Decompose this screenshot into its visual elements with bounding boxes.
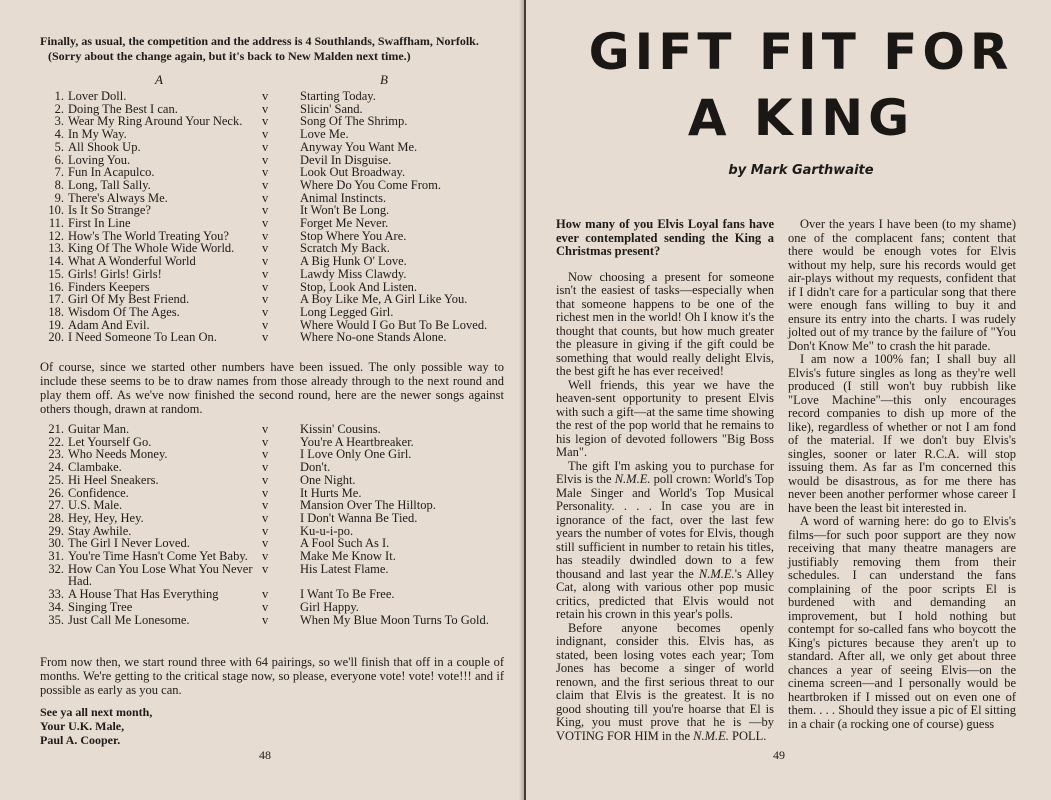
song-a: In My Way. bbox=[68, 127, 127, 142]
text-run: POLL. bbox=[728, 728, 767, 743]
versus-mark: v bbox=[262, 536, 269, 551]
versus-mark: v bbox=[262, 460, 269, 475]
song-a: A House That Has Everything bbox=[68, 587, 219, 602]
pairing-number: 25. bbox=[48, 472, 64, 487]
song-a: How Can You Lose What You Never Had. bbox=[68, 561, 253, 589]
pairing-number: 15. bbox=[48, 266, 64, 281]
song-a: First In Line bbox=[68, 216, 131, 231]
article-byline: by Mark Garthwaite bbox=[728, 163, 874, 178]
intro-line-2: (Sorry about the change again, but it's back to New Malden next time.) bbox=[48, 49, 411, 63]
song-a: Fun In Acapulco. bbox=[68, 165, 155, 180]
pairing-number: 28. bbox=[48, 510, 64, 525]
song-a: How's The World Treating You? bbox=[68, 228, 229, 243]
song-a: Just Call Me Lonesome. bbox=[68, 612, 190, 627]
text-run: Before anyone becomes openly indignant, consider this. Elvis has, as stated, been losing votes each year; Tom Jones has become a singer of world renown, and the first serious threat to our claim that Elvis is the greatest. It is no good shouting till you're hoarse that El is King, you must prove that he is —by VOTING FOR HIM in the bbox=[556, 620, 774, 743]
pairing-row bbox=[40, 474, 510, 487]
song-a: Let Yourself Go. bbox=[68, 434, 152, 449]
song-b: Lawdy Miss Clawdy. bbox=[300, 266, 407, 281]
nme-italic: N.M.E. bbox=[614, 472, 651, 486]
pairing-number: 29. bbox=[48, 523, 64, 538]
article-lead: How many of you Elvis Loyal fans have ever contemplated sending the King a Christmas present? bbox=[556, 217, 774, 258]
song-b: One Night. bbox=[300, 472, 356, 487]
song-b: Song Of The Shrimp. bbox=[300, 114, 408, 129]
song-b: I Love Only One Girl. bbox=[300, 447, 412, 462]
pairing-row bbox=[40, 601, 510, 614]
song-a: Girls! Girls! Girls! bbox=[68, 266, 162, 281]
versus-mark: v bbox=[262, 599, 269, 614]
pairing-row bbox=[40, 588, 510, 601]
pairing-number: 32. bbox=[48, 561, 64, 576]
song-b: Where Would I Go But To Be Loved. bbox=[300, 317, 488, 332]
song-b: I Don't Wanna Be Tied. bbox=[300, 510, 418, 525]
song-b: Ku-u-i-po. bbox=[300, 523, 354, 538]
versus-mark: v bbox=[262, 447, 269, 462]
versus-mark: v bbox=[262, 292, 269, 307]
pairing-number: 8. bbox=[54, 177, 64, 192]
versus-mark: v bbox=[262, 254, 269, 269]
song-a: King Of The Whole Wide World. bbox=[68, 241, 235, 256]
pairing-number: 12. bbox=[48, 228, 64, 243]
song-a: Guitar Man. bbox=[68, 422, 130, 436]
closing-paragraph: From now then, we start round three with 64 pairings, so we'll finish that off in a couple of months. We're getting to the critical stage now, so please, everyone vote! vote! vote!!! and if possible as early as you can. bbox=[40, 655, 504, 697]
song-b: Mansion Over The Hilltop. bbox=[300, 498, 436, 513]
song-b: Stop, Look And Listen. bbox=[300, 279, 418, 294]
song-a: Adam And Evil. bbox=[68, 317, 150, 332]
text-run: The gift I'm asking you to purchase for Elvis is the bbox=[556, 458, 774, 486]
pairing-row bbox=[40, 217, 510, 230]
versus-mark: v bbox=[262, 523, 269, 538]
song-a: Singing Tree bbox=[68, 599, 133, 614]
versus-mark: v bbox=[262, 434, 269, 449]
versus-mark: v bbox=[262, 498, 269, 513]
pairing-row bbox=[40, 306, 510, 319]
versus-mark: v bbox=[262, 114, 269, 129]
right-page bbox=[526, 0, 1051, 800]
pairing-row bbox=[40, 268, 510, 281]
song-a: What A Wonderful World bbox=[68, 254, 196, 269]
pairing-row bbox=[40, 90, 510, 103]
song-a: Clambake. bbox=[68, 460, 122, 475]
pairing-number: 27. bbox=[48, 498, 64, 513]
song-a: Is It So Strange? bbox=[68, 203, 151, 218]
versus-mark: v bbox=[262, 152, 269, 167]
versus-mark: v bbox=[262, 472, 269, 487]
versus-mark: v bbox=[262, 612, 269, 627]
song-a: Finders Keepers bbox=[68, 279, 150, 294]
song-b: His Latest Flame. bbox=[300, 561, 389, 576]
pairing-number: 13. bbox=[48, 241, 64, 256]
song-b: A Big Hunk O' Love. bbox=[300, 254, 407, 269]
song-a: Hi Heel Sneakers. bbox=[68, 472, 159, 487]
song-a: Wear My Ring Around Your Neck. bbox=[68, 114, 243, 129]
versus-mark: v bbox=[262, 228, 269, 243]
versus-mark: v bbox=[262, 266, 269, 281]
versus-mark: v bbox=[262, 330, 269, 345]
article-paragraph bbox=[556, 622, 774, 744]
article-title-line-1: GIFT FIT FOR bbox=[588, 23, 1014, 81]
pairing-number: 26. bbox=[48, 485, 64, 500]
pairing-row bbox=[40, 141, 510, 154]
pairing-number: 7. bbox=[54, 165, 64, 180]
pairing-number: 1. bbox=[54, 89, 64, 103]
article-paragraph: Over the years I have been (to my shame) one of the complacent fans; content that there would be enough votes for Elvis without my help, sure his records would get air-plays without my requests, confident that if I didn't care for a particular song that there were enough fans willing to buy it and ensure its entry into the charts. I was rudely jolted out of my trance by the failure of "You Don't Know Me" to crash the hit parade. bbox=[788, 217, 1016, 353]
versus-mark: v bbox=[262, 241, 269, 256]
song-b: You're A Heartbreaker. bbox=[300, 434, 414, 449]
page-number-right: 49 bbox=[773, 748, 785, 762]
pairing-row bbox=[40, 563, 510, 588]
pairing-row bbox=[40, 614, 510, 627]
pairing-number: 14. bbox=[48, 254, 64, 269]
song-a: Who Needs Money. bbox=[68, 447, 168, 462]
versus-mark: v bbox=[262, 190, 269, 205]
versus-mark: v bbox=[262, 101, 269, 116]
versus-mark: v bbox=[262, 279, 269, 294]
text-run: 's Alley Cat, along with various other pop music critics, predicted that Elvis would not retain his crown in this year's polls. bbox=[556, 566, 775, 621]
signoff-line: Your U.K. Male, bbox=[40, 719, 125, 733]
versus-mark: v bbox=[262, 485, 269, 500]
versus-mark: v bbox=[262, 549, 269, 564]
song-a: Girl Of My Best Friend. bbox=[68, 292, 190, 307]
pairing-number: 19. bbox=[48, 317, 64, 332]
pairing-row bbox=[40, 128, 510, 141]
song-a: You're Time Hasn't Come Yet Baby. bbox=[68, 549, 248, 564]
versus-mark: v bbox=[262, 89, 269, 103]
versus-mark: v bbox=[262, 587, 269, 602]
pairing-number: 6. bbox=[54, 152, 64, 167]
versus-mark: v bbox=[262, 422, 269, 436]
round-two-pairings bbox=[40, 90, 510, 344]
pairing-row bbox=[40, 179, 510, 192]
pairing-number: 5. bbox=[54, 139, 64, 154]
pairing-number: 16. bbox=[48, 279, 64, 294]
pairing-number: 10. bbox=[48, 203, 64, 218]
song-b: Anyway You Want Me. bbox=[300, 139, 418, 154]
versus-mark: v bbox=[262, 203, 269, 218]
versus-mark: v bbox=[262, 510, 269, 525]
song-b: Girl Happy. bbox=[300, 599, 359, 614]
song-a: Doing The Best I can. bbox=[68, 101, 178, 116]
versus-mark: v bbox=[262, 127, 269, 142]
song-a: Loving You. bbox=[68, 152, 131, 167]
pairing-number: 3. bbox=[54, 114, 64, 129]
versus-mark: v bbox=[262, 304, 269, 319]
song-a: There's Always Me. bbox=[68, 190, 168, 205]
song-b: Where Do You Come From. bbox=[300, 177, 441, 192]
pairing-row bbox=[40, 331, 510, 344]
song-b: It Hurts Me. bbox=[300, 485, 362, 500]
versus-mark: v bbox=[262, 165, 269, 180]
article-paragraph: A word of warning here: do go to Elvis's films—for such poor support are they now receiving that many theatre managers are justifiably removing them from their schedules. I can understand the fans complaining of the poor scripts El is burdened with and demanding an improvement, but I hold nothing but contempt for so-called fans who boycott the King's pictures because they aren't up to standard. After all, we only get about three chances a year of seeing Elvis—on the cinema screen—and I personally would be heartbroken if I missed out on even one of them. . . . Should they issue a pic of El sitting in a chair (a rocking one of course) guess bbox=[788, 514, 1016, 731]
song-b: A Boy Like Me, A Girl Like You. bbox=[300, 292, 468, 307]
pairing-number: 24. bbox=[48, 460, 64, 475]
song-a: The Girl I Never Loved. bbox=[68, 536, 190, 551]
pairing-number: 22. bbox=[48, 434, 64, 449]
versus-mark: v bbox=[262, 139, 269, 154]
pairing-number: 20. bbox=[48, 330, 64, 345]
versus-mark: v bbox=[262, 177, 269, 192]
song-b: It Won't Be Long. bbox=[300, 203, 390, 218]
song-b: Don't. bbox=[300, 460, 331, 475]
article-paragraph: Well friends, this year we have the heaven-sent opportunity to present Elvis with such a gift—at the same time showing the rest of the pop world that he remains to his legion of devoted followers "Big Boss Man". bbox=[556, 377, 774, 459]
song-b: Forget Me Never. bbox=[300, 216, 389, 231]
pairing-row bbox=[40, 550, 510, 563]
song-b: Scratch My Back. bbox=[300, 241, 390, 256]
song-b: Slicin' Sand. bbox=[300, 101, 363, 116]
song-a: Confidence. bbox=[68, 485, 129, 500]
song-b: Look Out Broadway. bbox=[300, 165, 406, 180]
song-a: Lover Doll. bbox=[68, 89, 127, 103]
versus-mark: v bbox=[262, 216, 269, 231]
song-b: Where No-one Stands Alone. bbox=[300, 330, 447, 345]
left-page bbox=[0, 0, 524, 800]
song-b: Animal Instincts. bbox=[300, 190, 387, 205]
signoff-line: See ya all next month, bbox=[40, 705, 153, 719]
versus-mark: v bbox=[262, 317, 269, 332]
song-b: Kissin' Cousins. bbox=[300, 422, 381, 436]
pairing-row bbox=[40, 461, 510, 474]
versus-mark: v bbox=[262, 561, 269, 576]
pairing-number: 23. bbox=[48, 447, 64, 462]
article-paragraph: I am now a 100% fan; I shall buy all Elvis's future singles as long as they're well produced (I still won't buy rubbish like "Love Machine"—this only encourages record companies to dish up more of the like), regardless of whether or not I am fond of the material. If we don't buy Elvis's singles, sooner or later R.C.A. will stop issuing them. As far as I'm concerned this would be disastrous, as for me there has never been another performer whose career I have been the least bit interested in. bbox=[788, 352, 1016, 515]
competition-intro bbox=[40, 34, 510, 64]
pairing-row bbox=[40, 512, 510, 525]
article-paragraph bbox=[556, 460, 774, 622]
song-b: A Fool Such As I. bbox=[300, 536, 390, 551]
article-paragraph: Now choosing a present for someone isn't the easiest of tasks—especially when that someone happens to be one of the richest men in the world! Oh I know it's the thought that counts, but how much greater the pleasure in giving if the gift could be something that would really delight Elvis, the best gift he has ever received! bbox=[556, 269, 774, 378]
nme-italic: N.M.E. bbox=[698, 566, 735, 581]
text-run: poll crown: World's Top Male Singer and World's Top Musical Personality. . . . In case you are in ignorance of the fact, over the last few years the number of votes for Elvis, though still sufficient in number to retain his titles, has steadily dwindled down to a few thousand and last year the bbox=[556, 472, 774, 581]
song-b: I Want To Be Free. bbox=[300, 587, 395, 602]
song-b: Starting Today. bbox=[300, 89, 376, 103]
song-b: Make Me Know It. bbox=[300, 549, 396, 564]
middle-paragraph: Of course, since we started other numbers have been issued. The only possible way to include these seems to be to draw names from those already through to the next round and play them off. As we've now finished the second round, here are the newer songs against others though, drawn at random. bbox=[40, 360, 504, 416]
nme-italic: N.M.E. bbox=[693, 728, 729, 743]
song-b: Love Me. bbox=[300, 127, 349, 142]
column-a-heading: A bbox=[155, 72, 163, 87]
song-a: Long, Tall Sally. bbox=[68, 177, 151, 192]
article-title-line-2: A KING bbox=[687, 89, 915, 147]
new-songs-pairings bbox=[40, 423, 510, 626]
article-column-1 bbox=[556, 218, 774, 743]
song-b: Long Legged Girl. bbox=[300, 304, 394, 319]
pairing-number: 34. bbox=[48, 599, 64, 614]
song-a: All Shook Up. bbox=[68, 139, 141, 154]
pairing-number: 31. bbox=[48, 549, 64, 564]
pairing-number: 33. bbox=[48, 587, 64, 602]
intro-line-1: Finally, as usual, the competition and the address is 4 Southlands, Swaffham, Norfolk. bbox=[40, 34, 479, 48]
pairing-number: 17. bbox=[48, 292, 64, 307]
pairing-number: 11. bbox=[48, 216, 64, 231]
song-a: Wisdom Of The Ages. bbox=[68, 304, 180, 319]
song-a: I Need Someone To Lean On. bbox=[68, 330, 217, 345]
pairing-number: 9. bbox=[54, 190, 64, 205]
pairing-number: 18. bbox=[48, 304, 64, 319]
pairing-row bbox=[40, 255, 510, 268]
signoff-line: Paul A. Cooper. bbox=[40, 733, 121, 747]
song-a: Stay Awhile. bbox=[68, 523, 132, 538]
signoff bbox=[40, 705, 152, 747]
song-a: Hey, Hey, Hey. bbox=[68, 510, 144, 525]
pairing-number: 2. bbox=[54, 101, 64, 116]
pairing-number: 21. bbox=[48, 422, 64, 436]
column-b-heading: B bbox=[380, 72, 388, 87]
article-column-2 bbox=[788, 218, 1016, 731]
pairing-number: 35. bbox=[48, 612, 64, 627]
song-b: When My Blue Moon Turns To Gold. bbox=[300, 612, 489, 627]
page-number-left: 48 bbox=[259, 748, 271, 762]
song-b: Devil In Disguise. bbox=[300, 152, 392, 167]
pairing-number: 4. bbox=[54, 127, 64, 142]
song-b: Stop Where You Are. bbox=[300, 228, 407, 243]
pairing-number: 30. bbox=[48, 536, 64, 551]
pairing-row bbox=[40, 423, 510, 436]
song-a: U.S. Male. bbox=[68, 498, 123, 513]
